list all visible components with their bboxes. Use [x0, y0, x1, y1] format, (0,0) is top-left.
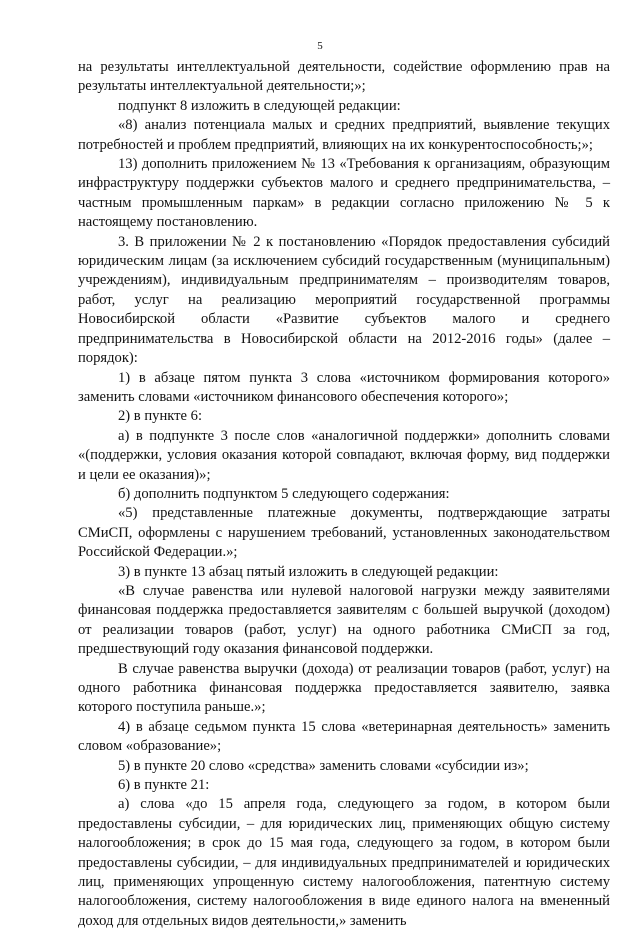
paragraph: б) дополнить подпунктом 5 следующего содержания: [118, 485, 450, 502]
paragraph: «5) представленные платежные документы, подтверждающие затраты СМиСП, оформлены с нарушением требований, установленных законодательством Российской Федерации.»; [78, 505, 610, 561]
paragraph: «8) анализ потенциала малых и средних предприятий, выявление текущих потребностей и проблем предприятий, влияющих на их конкурентоспособность;»; [78, 117, 610, 153]
page-number: 5 [317, 40, 323, 52]
paragraph: 13) дополнить приложением № 13 «Требования к организациям, образующим инфраструктуру поддержки субъектов малого и среднего предпринимательства, – частным промышленным паркам» в редакции согласно приложению № 5 к настоящему постановлению. [78, 156, 610, 231]
paragraph-continuation: на результаты интеллектуальной деятельности, содействие оформлению прав на результаты интеллектуальной деятельности;»; [78, 59, 610, 95]
paragraph: а) слова «до 15 апреля года, следующего за годом, в котором были предоставлены субсидии, – для юридических лиц, применяющих общую систему налогообложения; в срок до 15 мая года, следующего за годом, в котором были предоставлены субсидии, – для индивидуальных предпринимателей и юридических лиц, применяющих упрощенную систему налогообложения, патентную систему налогообложения, систему налогообложения в виде единого налога на вмененный доход для отдельных видов деятельности,» заменить [78, 796, 610, 929]
paragraph: 3. В приложении № 2 к постановлению «Порядок предоставления субсидий юридическим лицам (за исключением субсидий государственным (муниципальным) учреждениям), индивидуальным предпринимателям – производителям товаров, работ, услуг на реализацию мероприятий государственной программы Новосибирской области «Развитие субъектов малого и среднего предпринимательства в Новосибирской области на 2012-2016 годы» (далее – порядок): [78, 233, 610, 367]
paragraph: а) в подпункте 3 после слов «аналогичной поддержки» дополнить словами «(поддержки, условия оказания которой совпадают, включая форму, вид поддержки и цели ее оказания)»; [78, 427, 610, 483]
paragraph: подпункт 8 изложить в следующей редакции: [118, 97, 401, 114]
paragraph: «В случае равенства или нулевой налоговой нагрузки между заявителями финансовая поддержка предоставляется заявителям с большей выручкой (доходом) от реализации товаров (работ, услуг) на одного работника СМиСП за год, предшествующий году оказания финансовой поддержки. [78, 582, 610, 658]
paragraph: В случае равенства выручки (дохода) от реализации товаров (работ, услуг) на одного работника финансовая поддержка предоставляется заявителю, заявка которого поступила раньше.»; [78, 660, 610, 716]
paragraph: 1) в абзаце пятом пункта 3 слова «источником формирования которого» заменить словами «источником финансового обеспечения которого»; [78, 369, 610, 405]
paragraph: 4) в абзаце седьмом пункта 15 слова «ветеринарная деятельность» заменить словом «образование»; [78, 718, 610, 755]
paragraph: 2) в пункте 6: [118, 408, 203, 425]
paragraph: 5) в пункте 20 слово «средства» заменить словами «субсидии из»; [118, 757, 529, 774]
document-body [78, 58, 610, 931]
paragraph: 3) в пункте 13 абзац пятый изложить в следующей редакции: [118, 563, 499, 580]
paragraph: 6) в пункте 21: [118, 777, 210, 794]
